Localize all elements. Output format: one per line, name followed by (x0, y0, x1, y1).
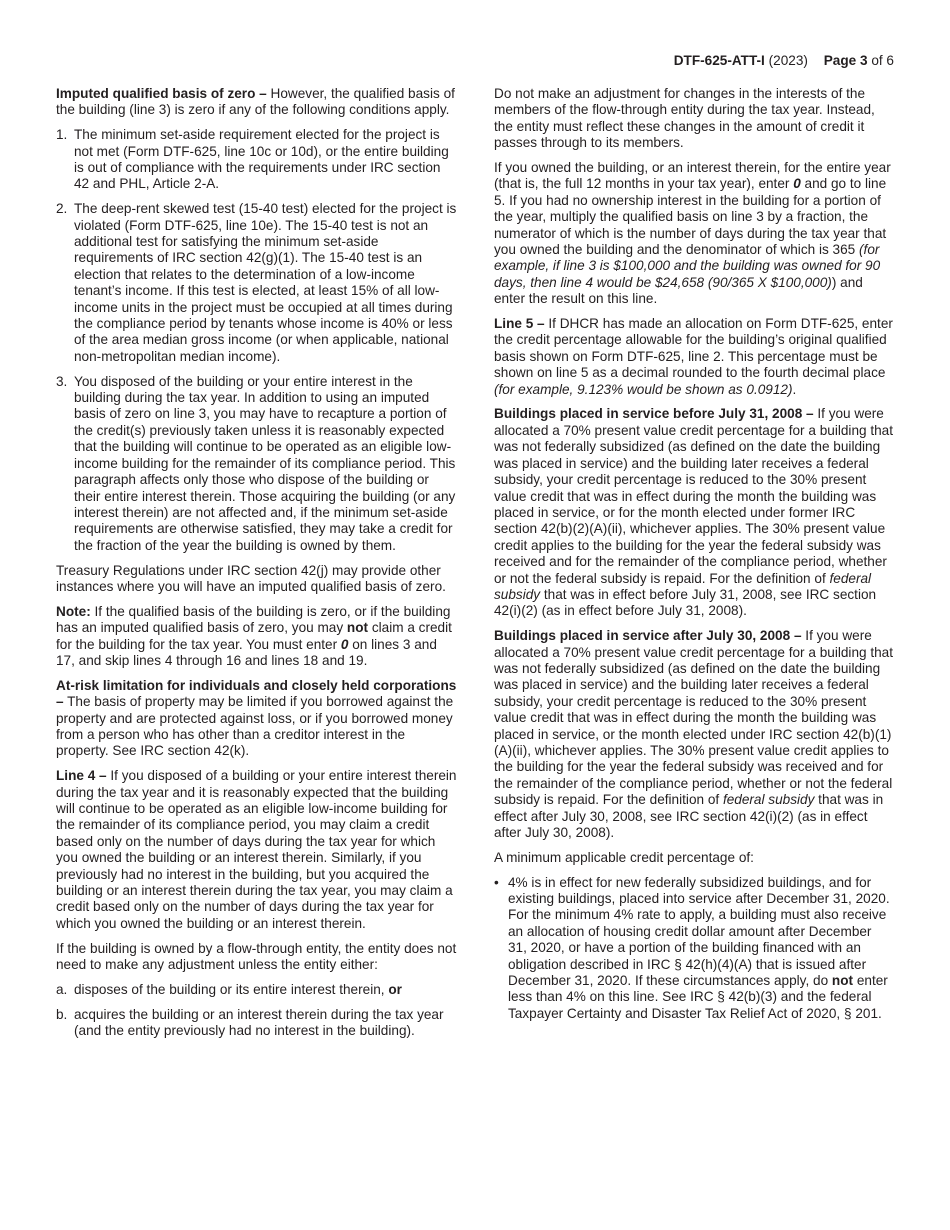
page-header (674, 53, 894, 69)
before-2008-paragraph: Buildings placed in service before July 31, 2008 – If you were allocated a 70% present value credit percentage for a building that was not federally subsidized (as defined on the date the building was placed in service) and the building later receives a federal subsidy, your credit percentage is reduced to the 30% present value credit that was in effect during the month the building was placed in service, or for the month elected under former IRC section 42(b)(2)(A)(ii), whichever applies. The 30% present value credit applies to the building for the year the federal subsidy was received and for the remainder of the compliance period, whether or not the federal subsidy is repaid. For the definition of federal subsidy that was in effect before July 31, 2008, see IRC section 42(i)(2) (as in effect before July 31, 2008). (494, 406, 894, 619)
page-number: Page 3 (823, 53, 868, 68)
at-risk-heading: At-risk limitation for individuals and closely held corporations – (56, 677, 457, 710)
form-year: (2023) (768, 53, 808, 68)
minimum-credit-intro: A minimum applicable credit percentage of: (494, 849, 754, 865)
list-item: 1. The minimum set-aside requirement elected for the project is not met (Form DTF-625, line 10c or 10d), or the entire building is out of compliance with the requirements under IRC section 42 and PHL, Article 2-A. (56, 127, 449, 192)
left-column (56, 86, 458, 1048)
note-paragraph: Note: If the qualified basis of the building is zero, or if the building has an imputed qualified basis of zero, you may not claim a credit for the building for the tax year. You must enter 0 on lines 3 and 17, and skip lines 4 through 16 and lines 18 and 19. (56, 603, 452, 668)
list-item: a. disposes of the building or its entire interest therein, or (56, 981, 402, 997)
flow-through-list (56, 982, 458, 1040)
imputed-basis-paragraph: Imputed qualified basis of zero – However, the qualified basis of the building (line 3) is zero if any of the following conditions apply. (56, 86, 455, 118)
treasury-paragraph: Treasury Regulations under IRC section 42(j) may provide other instances where you will have an imputed qualified basis of zero. (56, 562, 446, 594)
line-5-paragraph: Line 5 – If DHCR has made an allocation on Form DTF-625, enter the credit percentage allowable for the building’s original qualified basis shown on Form DTF-625, line 2. This percentage must be shown on line 5 as a decimal rounded to the fourth decimal place (for example, 9.123% would be shown as 0.0912). (494, 316, 893, 397)
line-5-heading: Line 5 – (494, 316, 545, 332)
conditions-list (56, 127, 458, 554)
after-2008-paragraph: Buildings placed in service after July 30, 2008 – If you were allocated a 70% present value credit percentage for a building that was not federally subsidized (as defined on the date the building was placed in service) and the building later receives a federal subsidy, your credit percentage is reduced to the 30% present value credit that was in effect during the month the building was placed in service, or the month elected under IRC section 42(b)(1)(A)(ii), whichever applies. The 30% present value credit applies to the building for the year the federal subsidy was received and for the remainder of the compliance period, whether or not the federal subsidy is repaid. For the definition of federal subsidy that was in effect after July 30, 2008, see IRC section 42(i)(2) (as in effect after July 30, 2008). (494, 628, 894, 841)
right-column (494, 86, 894, 1031)
list-item: 2. The deep-rent skewed test (15-40 test) elected for the project is violated (Form DTF-625, line 10e). The 15-40 test is not an additional test for satisfying the minimum set-aside requirements of IRC section 42(g)(1). The 15-40 test is an election that relates to the determination of a low-income tenant’s income. If this test is elected, at least 15% of all low-income units in the project must be occupied at all times during the compliance period by tenants whose income is 40% or less of the area median gross income (or when applicable, national non-metropolitan median income). (56, 201, 457, 364)
before-2008-heading: Buildings placed in service before July 31, 2008 – (494, 406, 814, 422)
imputed-basis-heading: Imputed qualified basis of zero – (56, 86, 267, 101)
ownership-paragraph: If you owned the building, or an interest therein, for the entire year (that is, the full 12 months in your tax year), enter 0 and go to line 5. If you had no ownership interest in the building for a portion of the year, multiply the qualified basis on line 3 by a fraction, the numerator of which is the number of days during the tax year that you owned the building and the denominator of which is 365 (for example, if line 3 is $100,000 and the building was owned for 90 days, then line 4 would be $24,658 (90/365 X $100,000)) and enter the result on this line. (494, 160, 891, 307)
list-item: • 4% is in effect for new federally subsidized buildings, and for existing buildings, placed into service after December 31, 2020. For the minimum 4% rate to apply, a building must also receive an allocation of housing credit dollar amount after December 31, 2020, or have a portion of the building financed with an obligation described in IRC § 42(h)(4)(A) that is issued after December 31, 2020. If these circumstances apply, do not enter less than 4% on this line. See IRC § 42(b)(3) and the federal Taxpayer Certainty and Disaster Tax Relief Act of 2020, § 201. (494, 874, 890, 1021)
line-4-heading: Line 4 – (56, 768, 107, 784)
list-item: 3. You disposed of the building or your entire interest in the building during the tax year. In addition to using an imputed basis of zero on line 3, you may have to recapture a portion of the credit(s) previously taken unless it is reasonably expected that the building will continue to be operated as an eligible low-income building for the remainder of its compliance period. This paragraph affects only those who dispose of the building or their entire interest therein. Those acquiring the building (or any interest therein) are not affected and, if the minimum set-aside requirements are otherwise satisfied, they may take a credit for the fraction of the year the building is owned by them. (56, 373, 456, 553)
at-risk-paragraph: At-risk limitation for individuals and closely held corporations – The basis of property may be limited if you borrowed against the property and are protected against loss, or if you borrowed money from a person who has other than a creditor interest in the property. See IRC section 42(k). (56, 677, 457, 759)
form-id: DTF-625-ATT-I (673, 53, 765, 68)
line-4-paragraph: Line 4 – If you disposed of a building or your entire interest therein during the tax year and it is reasonably expected that the building will continue to be operated as an eligible low-income building for the remainder of its compliance period, you may claim a credit based only on the number of days during the tax year for which you owned the building or an interest therein. Similarly, if you previously had no interest in the building, but you acquired the building or an interest therein during the tax year, you may claim a credit based only on the number of days during the tax year for which you owned the building or an interest therein. (56, 768, 457, 931)
after-2008-heading: Buildings placed in service after July 30, 2008 – (494, 628, 802, 644)
page-total: of 6 (871, 53, 894, 68)
minimum-credit-list (494, 875, 894, 1023)
list-item: b. acquires the building or an interest therein during the tax year (and the entity previously had no interest in the building). (56, 1006, 444, 1039)
no-adjustment-paragraph: Do not make an adjustment for changes in the interests of the members of the flow-through entity during the tax year. Instead, the entity must reflect these changes in the amount of credit it passes through to its members. (494, 86, 875, 151)
flow-through-paragraph: If the building is owned by a flow-through entity, the entity does not need to make any adjustment unless the entity either: (56, 940, 457, 973)
